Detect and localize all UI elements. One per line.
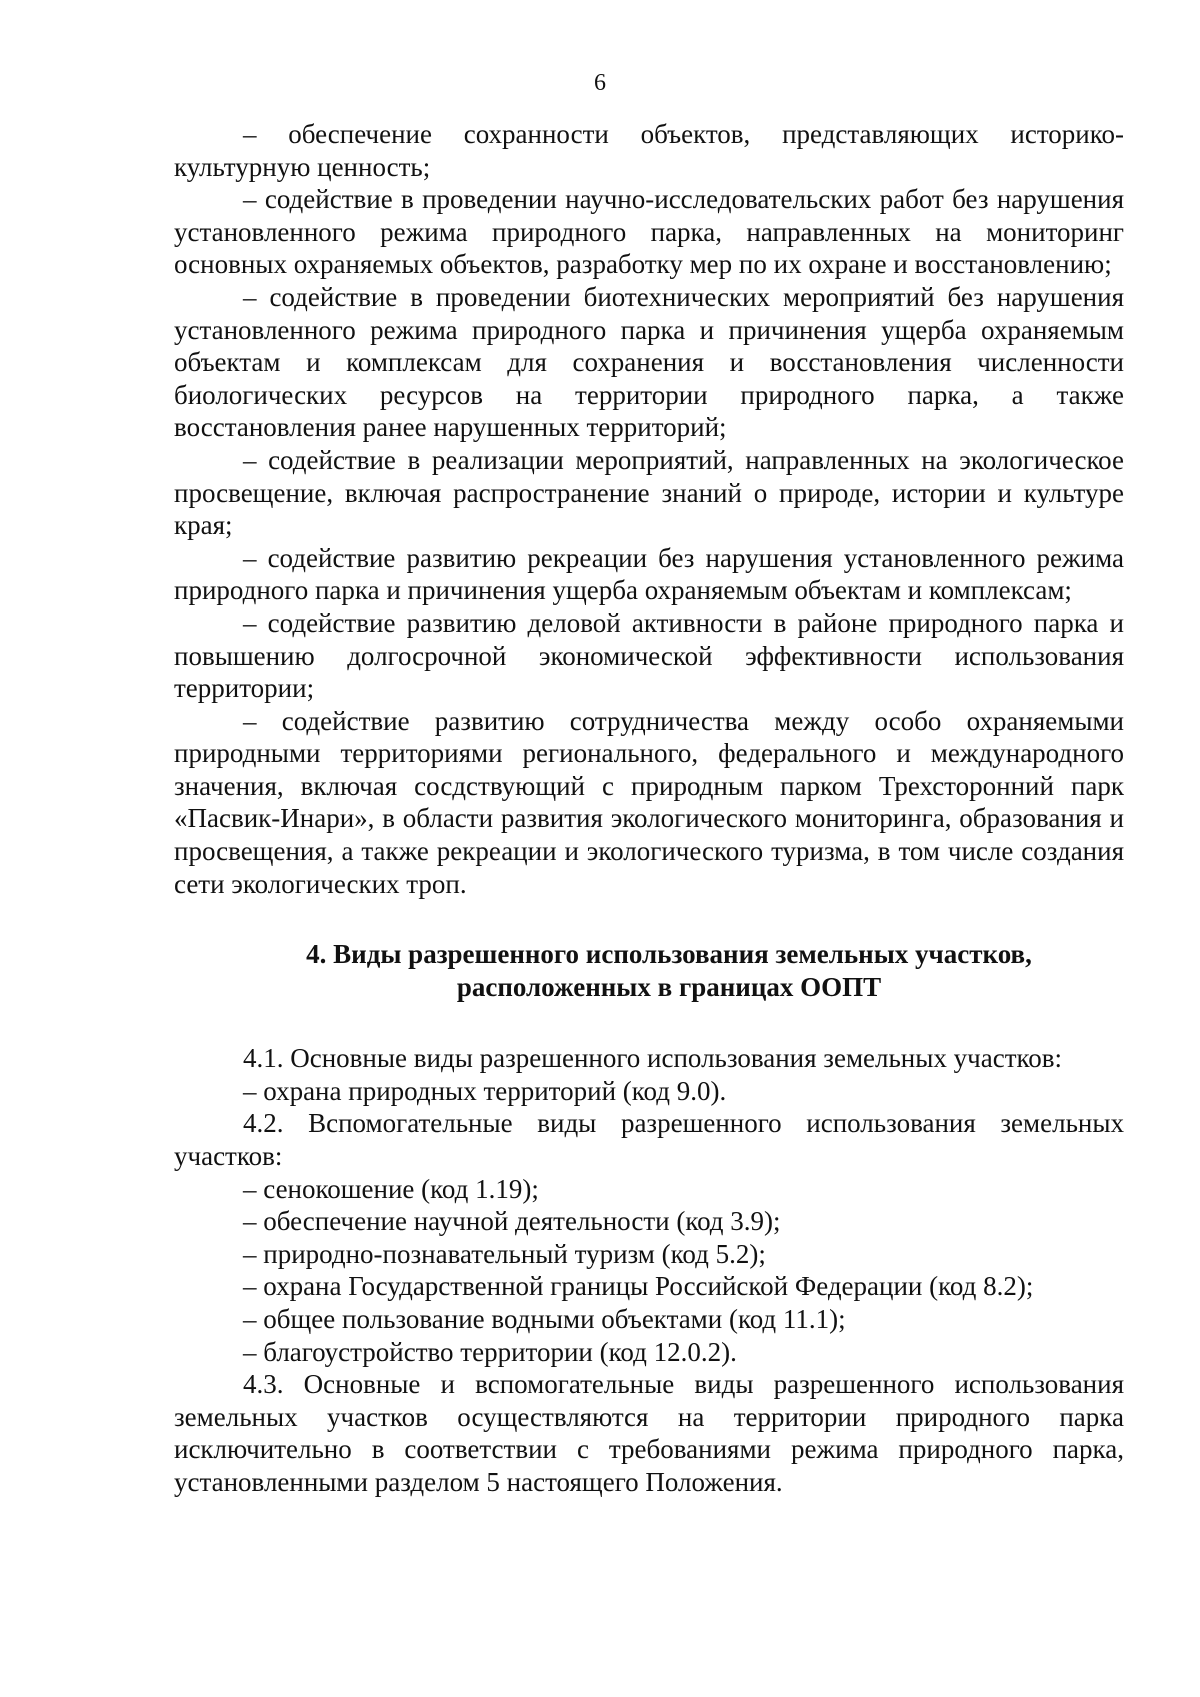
paragraph-4-2: 4.2. Вспомогательные виды разрешенного использования земельных участков:	[174, 1108, 1124, 1172]
intro-item: – содействие развитию деловой активности в районе природного парка и повышению долгосрочной экономической эффективности использования территории;	[174, 607, 1124, 704]
intro-item: – содействие развитию рекреации без нарушения установленного режима природного парка и причинения ущерба охраняемым объектам и комплексам;	[174, 542, 1124, 606]
page-number: 6	[594, 70, 606, 96]
section-heading-line2: расположенных в границах ООПТ	[456, 972, 882, 1003]
paragraph-4-3: 4.3. Основные и вспомогательные виды разрешенного использования земельных участков осуществляются на территории природного парка исключительно в соответствии с требованиями режима природного парка, установленными разделом 5 настоящего Положения.	[174, 1369, 1124, 1497]
list-item: – природно-познавательный туризм (код 5.2);	[243, 1238, 766, 1269]
intro-item: – содействие в реализации мероприятий, направленных на экологическое просвещение, включая распространение знаний о природе, истории и культуре края;	[174, 444, 1124, 541]
intro-item: – обеспечение сохранности объектов, представляющих историко-культурную ценность;	[174, 119, 1124, 182]
page-content	[174, 118, 1124, 1499]
list-item: – общее пользование водными объектами (код 11.1);	[243, 1304, 846, 1334]
intro-item: – содействие в проведении научно-исследовательских работ без нарушения установленного режима природного парка, направленных на мониторинг основных охраняемых объектов, разработку мер по их охране и восстановлению;	[174, 184, 1124, 280]
list-item: – благоустройство территории (код 12.0.2).	[243, 1336, 737, 1367]
list-item: – охрана природных территорий (код 9.0).	[243, 1075, 727, 1106]
section-heading	[174, 938, 1124, 1004]
list-item: – обеспечение научной деятельности (код 3.9);	[243, 1206, 781, 1237]
section-heading-line1: 4. Виды разрешенного использования земельных участков,	[306, 939, 1032, 970]
list-item: – охрана Государственной границы Российской Федерации (код 8.2);	[243, 1271, 1034, 1302]
intro-item: – содействие в проведении биотехнических мероприятий без нарушения установленного режима природного парка и причинения ущерба охраняемым объектам и комплексам для сохранения и восстановления численности биологических ресурсов на территории природного парка, а также восстановления ранее нарушенных территорий;	[174, 281, 1124, 443]
intro-item: – содействие развитию сотрудничества между особо охраняемыми природными территориями регионального, федерального и международного значения, включая сосдствующий с природным парком Трехсторонний парк «Пасвик-Инари», в области развития экологического мониторинга, образования и просвещения, а также рекреации и экологического туризма, в том числе создания сети экологических троп.	[174, 705, 1124, 899]
paragraph-4-1: 4.1. Основные виды разрешенного использования земельных участков:	[243, 1043, 1062, 1074]
list-item: – сенокошение (код 1.19);	[243, 1173, 539, 1204]
